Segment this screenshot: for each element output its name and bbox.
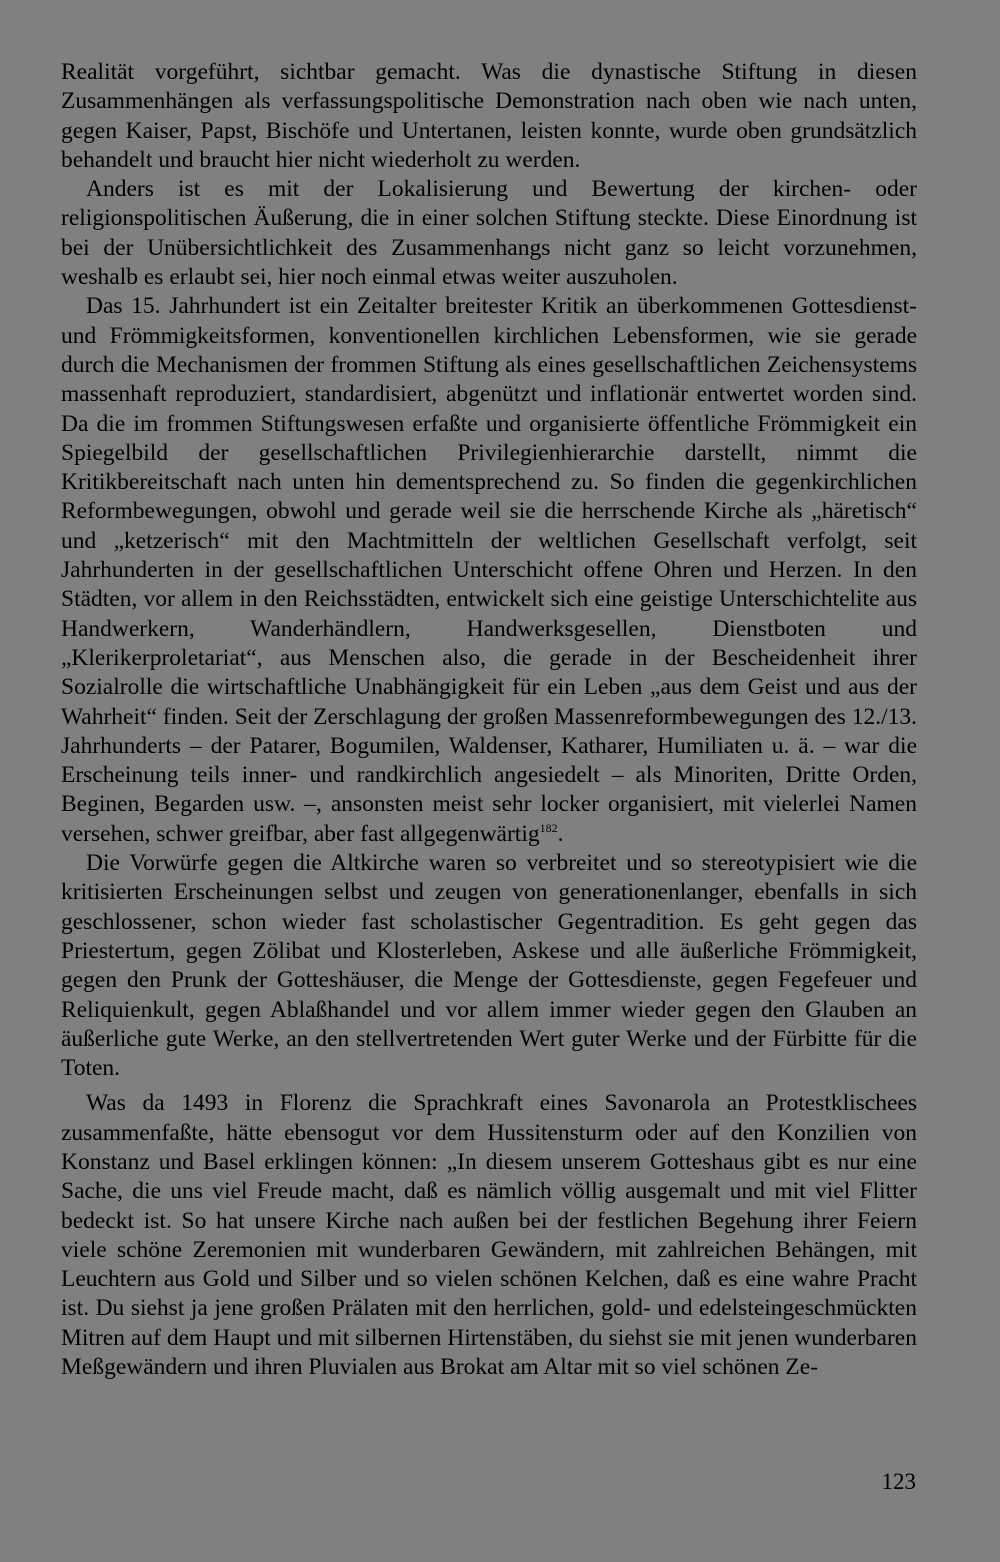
paragraph-5-text: Was da 1493 in Florenz die Sprachkraft eines Savonarola an Protestklischees zusammenfaßte, hätte ebensogut vor dem Hussitensturm oder auf den Konzilien von Konstanz und Basel erklingen können: „In diesem unserem Gotteshaus gibt es nur eine Sache, die uns viel Freude macht, daß es nämlich völlig ausgemalt und mit viel Flitter bedeckt ist. So hat unsere Kirche nach außen bei der festlichen Begehung ihrer Feiern viele schöne Zeremonien mit wunderbaren Gewändern, mit zahlreichen Behängen, mit Leuchtern aus Gold und Silber und so vielen schönen Kelchen, daß es eine wahre Pracht ist. Du siehst ja jene großen Prälaten mit den herrlichen, gold- und edelsteingeschmückten Mitren auf dem Haupt und mit silbernen Hirtenstäben, du siehst sie mit jenen wunderbaren Meßgewändern und ihren Pluvialen aus Brokat am Altar mit so viel schönen Ze- [61, 1090, 917, 1381]
paragraph-5 [61, 1089, 917, 1382]
paragraph-1 [61, 58, 917, 175]
book-page [61, 58, 917, 1382]
paragraph-2 [61, 175, 917, 292]
paragraph-3-end: . [557, 820, 564, 847]
page-number: 123 [881, 1469, 916, 1494]
paragraph-3 [61, 292, 917, 849]
paragraph-4 [61, 849, 917, 1083]
paragraph-4-text: Die Vorwürfe gegen die Altkirche waren so verbreitet und so stereotypisiert wie die kritisierten Erscheinungen selbst und zeugen von generationenlanger, ebenfalls in sich geschlossener, schon wieder fast scholastischer Gegentradition. Es geht gegen das Priestertum, gegen Zölibat und Klosterleben, Askese und alle äußerliche Frömmigkeit, gegen den Prunk der Gotteshäuser, die Menge der Gottesdienste, gegen Fegefeuer und Reliquienkult, gegen Ablaßhandel und vor allem immer wieder gegen den Glauben an äußerliche gute Werke, an den stellvertretenden Wert guter Werke und der Fürbitte für die Toten. [61, 850, 917, 1082]
paragraph-2-text: Anders ist es mit der Lokalisierung und Bewertung der kirchen- oder religionspolitischen Äußerung, die in einer solchen Stiftung steckte. Diese Einordnung ist bei der Unübersichtlichkeit des Zusammenhangs nicht ganz so leicht vorzunehmen, weshalb es erlaubt sei, hier noch einmal etwas weiter auszuholen. [61, 176, 917, 291]
paragraph-1-text: Realität vorgeführt, sichtbar gemacht. Was die dynastische Stiftung in diesen Zusammenhängen als verfassungspolitische Demonstration nach oben wie nach unten, gegen Kaiser, Papst, Bischöfe und Untertanen, leisten konnte, wurde oben grundsätzlich behandelt und braucht hier nicht wiederholt zu werden. [61, 59, 917, 173]
footnote-marker-182[interactable]: 182 [539, 820, 558, 835]
paragraph-3-text: Das 15. Jahrhundert ist ein Zeitalter breitester Kritik an überkommenen Gottesdienst- und Frömmigkeitsformen, konventionellen kirchlichen Lebensformen, wie sie gerade durch die Mechanismen der frommen Stiftung als eines gesellschaftlichen Zeichensystems massenhaft reproduziert, standardisiert, abgenützt und inflationär entwertet worden sind. Da die im frommen Stiftungswesen erfaßte und organisierte öffentliche Frömmigkeit ein Spiegelbild der gesellschaftlichen Privilegienhierarchie darstellt, nimmt die Kritikbereitschaft nach unten hin dementsprechend zu. So finden die gegenkirchlichen Reformbewegungen, obwohl und gerade weil sie die herrschende Kirche als „häretisch“ und „ketzerisch“ mit den Machtmitteln der weltlichen Gesellschaft verfolgt, seit Jahrhunderten in der gesellschaftlichen Unterschicht offene Ohren und Herzen. In den Städten, vor allem in den Reichsstädten, entwickelt sich eine geistige Unterschichtelite aus Handwerkern, Wanderhändlern, Handwerksgesellen, Dienstboten und „Klerikerproletariat“, aus Menschen also, die gerade in der Bescheidenheit ihrer Sozialrolle die wirtschaftliche Unabhängigkeit für ein Leben „aus dem Geist und aus der Wahrheit“ finden. Seit der Zerschlagung der großen Massenreformbewegungen des 12./13. Jahrhunderts – der Patarer, Bogumilen, Waldenser, Katharer, Humiliaten u. ä. – war die Erscheinung teils inner- und randkirchlich angesiedelt – als Minoriten, Dritte Orden, Beginen, Begarden usw. –, ansonsten meist sehr locker organisiert, mit vielerlei Namen versehen, schwer greifbar, aber fast allgegenwärtig [61, 293, 917, 847]
